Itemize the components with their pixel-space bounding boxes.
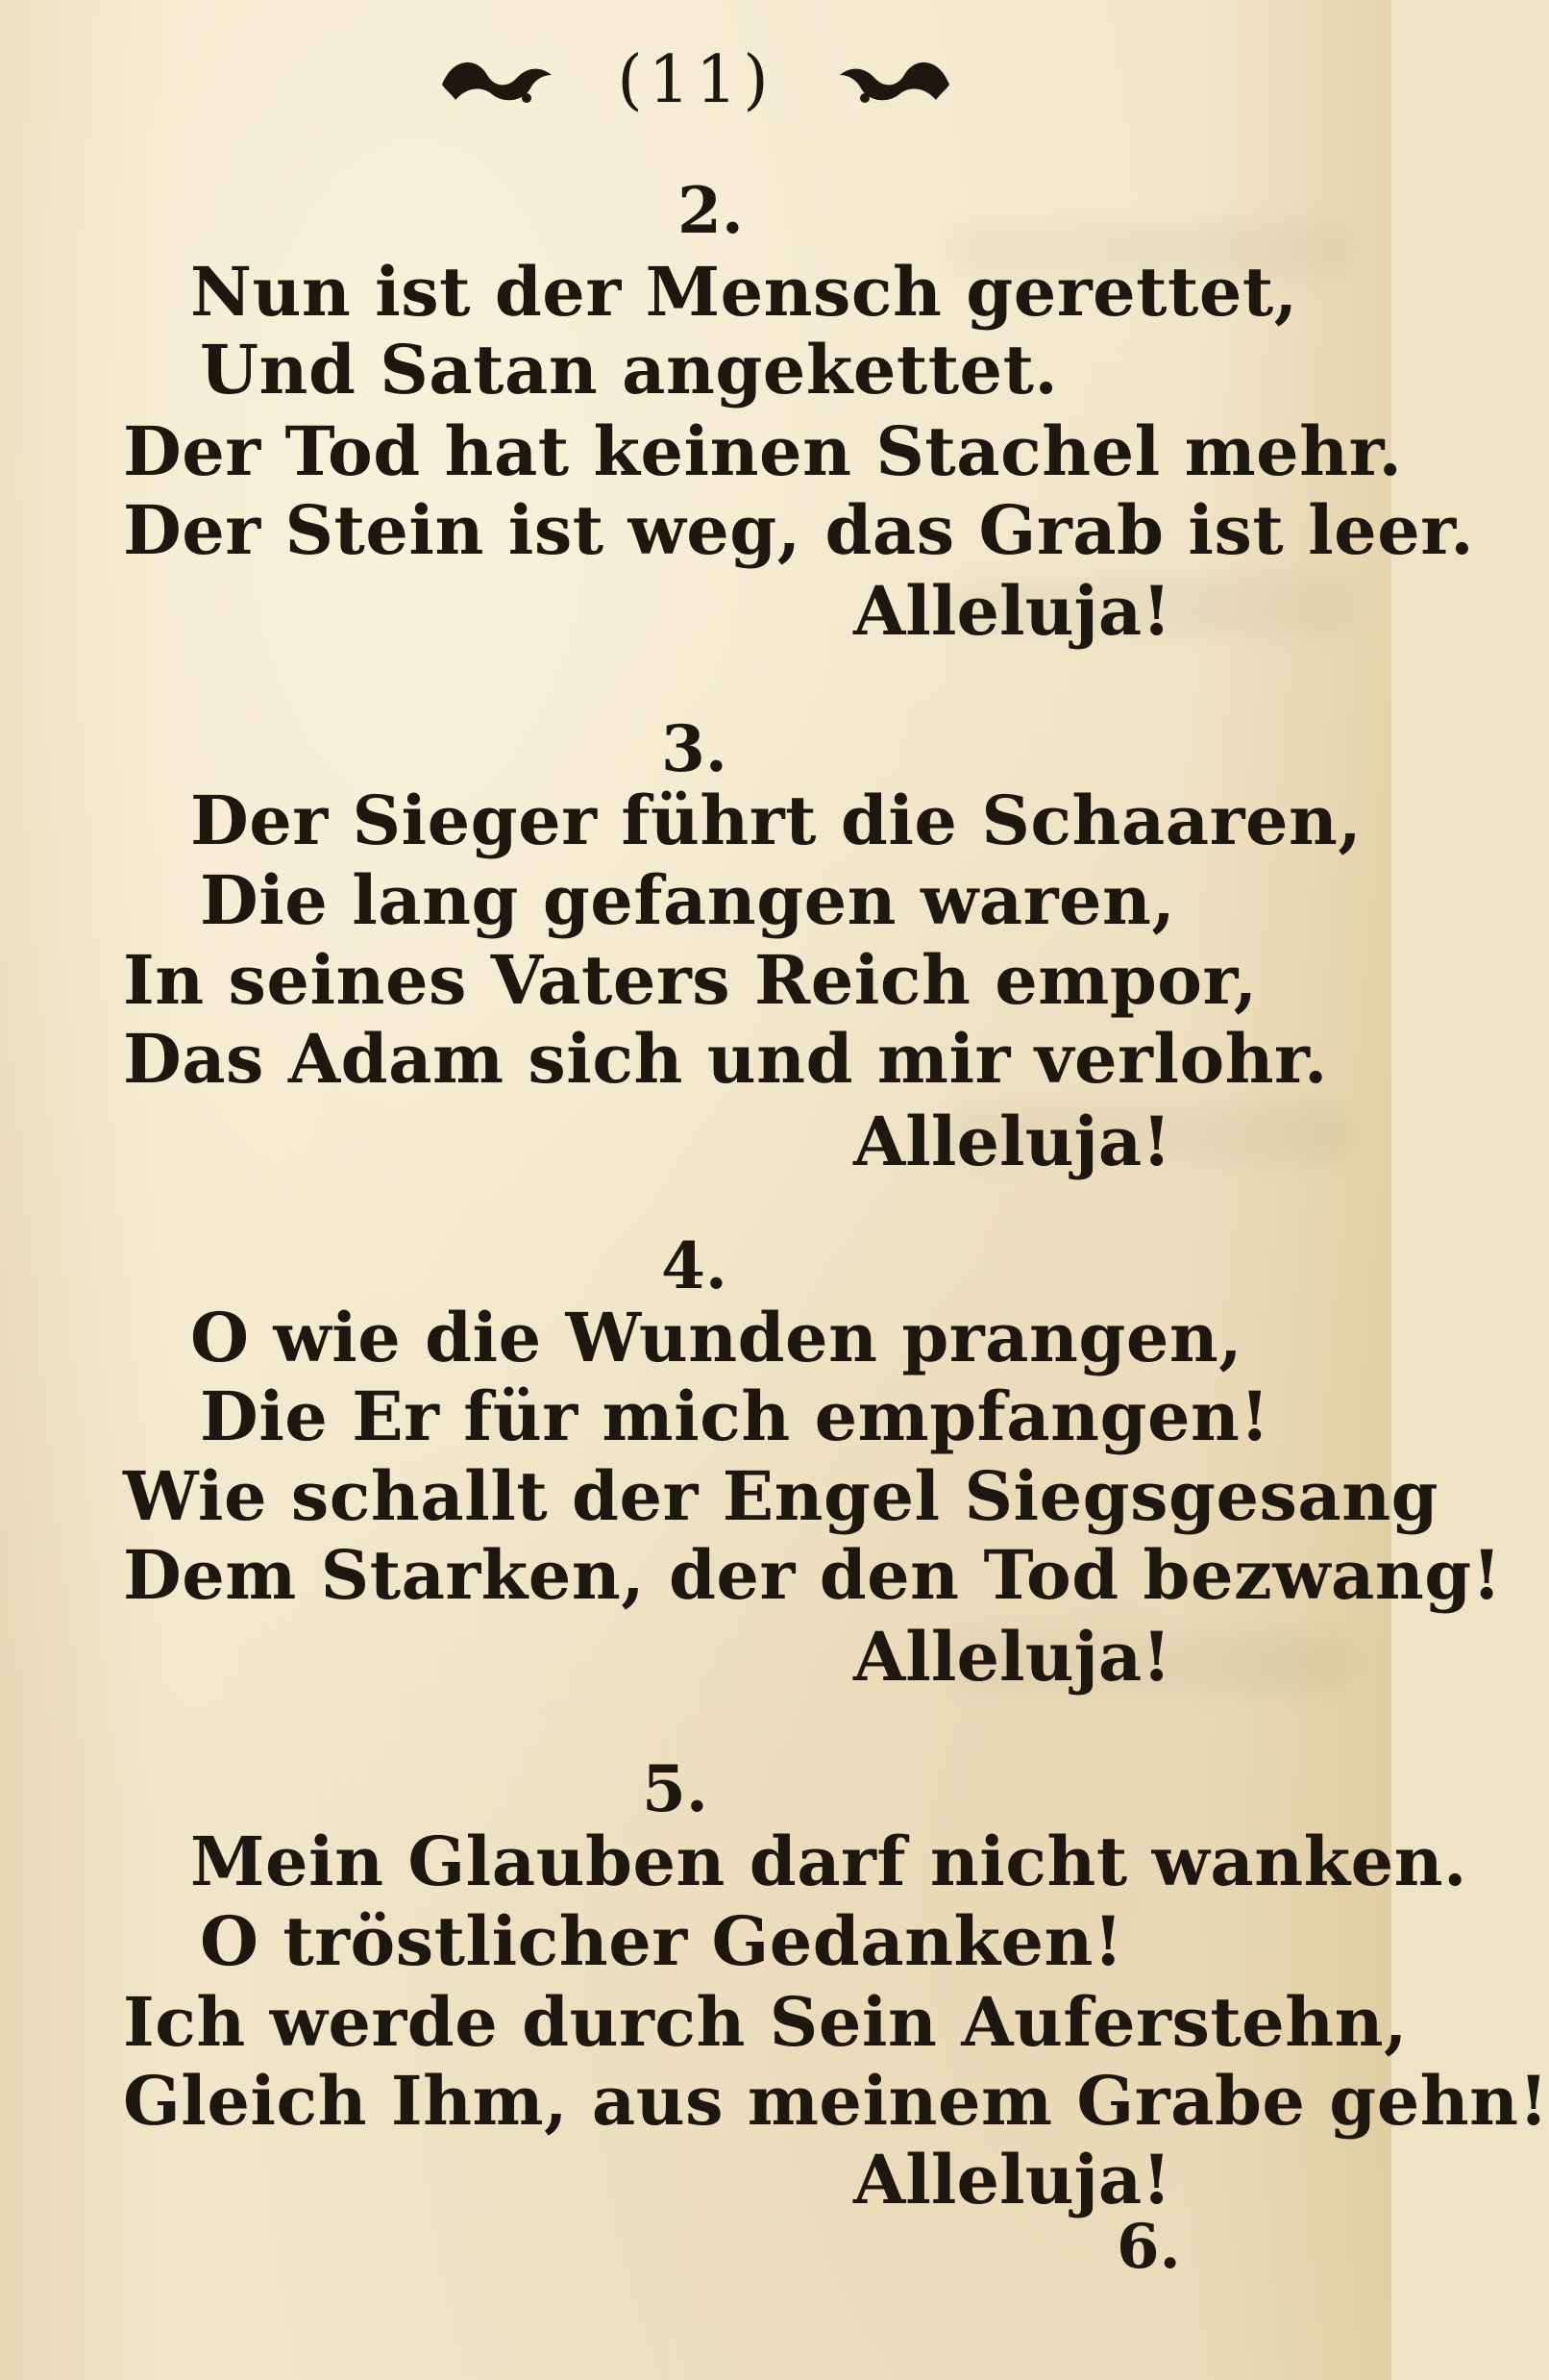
verse-line: Die lang gefangen waren, [200,860,1176,940]
verse-line: Wie schallt der Engel Siegsgesang [123,1456,1439,1536]
verse-line: In seines Vaters Reich empor, [123,940,1258,1020]
catchword: 6. [1117,2211,1181,2283]
verse-line: O tröstlicher Gedanken! [200,1901,1124,1981]
stanza-number: 5. [642,1751,708,1826]
refrain: Alleluja! [853,1617,1171,1697]
page-header [0,27,1391,133]
verse-line: Die Er für mich empfangen! [200,1376,1270,1456]
verse-line: Das Adam sich und mir verlohr. [123,1019,1328,1099]
fleuron-right-icon [832,46,957,113]
refrain: Alleluja! [853,571,1171,651]
verse-line: Dem Starken, der den Tod bezwang! [123,1535,1502,1615]
fleuron-left-icon [434,46,559,113]
verse-line: Mein Glauben darf nicht wanken. [190,1822,1467,1901]
refrain: Alleluja! [853,1102,1171,1181]
verse-line: Nun ist der Mensch gerettet, [190,252,1298,332]
verse-line: Der Sieger führt die Schaaren, [190,781,1363,860]
verse-line: Der Tod hat keinen Stachel mehr. [123,411,1403,491]
verse-line: Ich werde durch Sein Auferstehn, [123,1982,1408,2062]
page-number: (11) [617,41,774,118]
verse-line: Der Stein ist weg, das Grab ist leer. [123,490,1475,570]
stanza-number: 4. [661,1228,727,1303]
verse-line: Und Satan angekettet. [200,330,1059,409]
stanza-number: 2. [677,173,744,248]
verse-line: O wie die Wunden prangen, [190,1298,1243,1377]
refrain: Alleluja! [853,2140,1171,2219]
verse-line: Gleich Ihm, aus meinem Grabe gehn! [123,2061,1549,2141]
stanza-number: 3. [661,711,727,786]
